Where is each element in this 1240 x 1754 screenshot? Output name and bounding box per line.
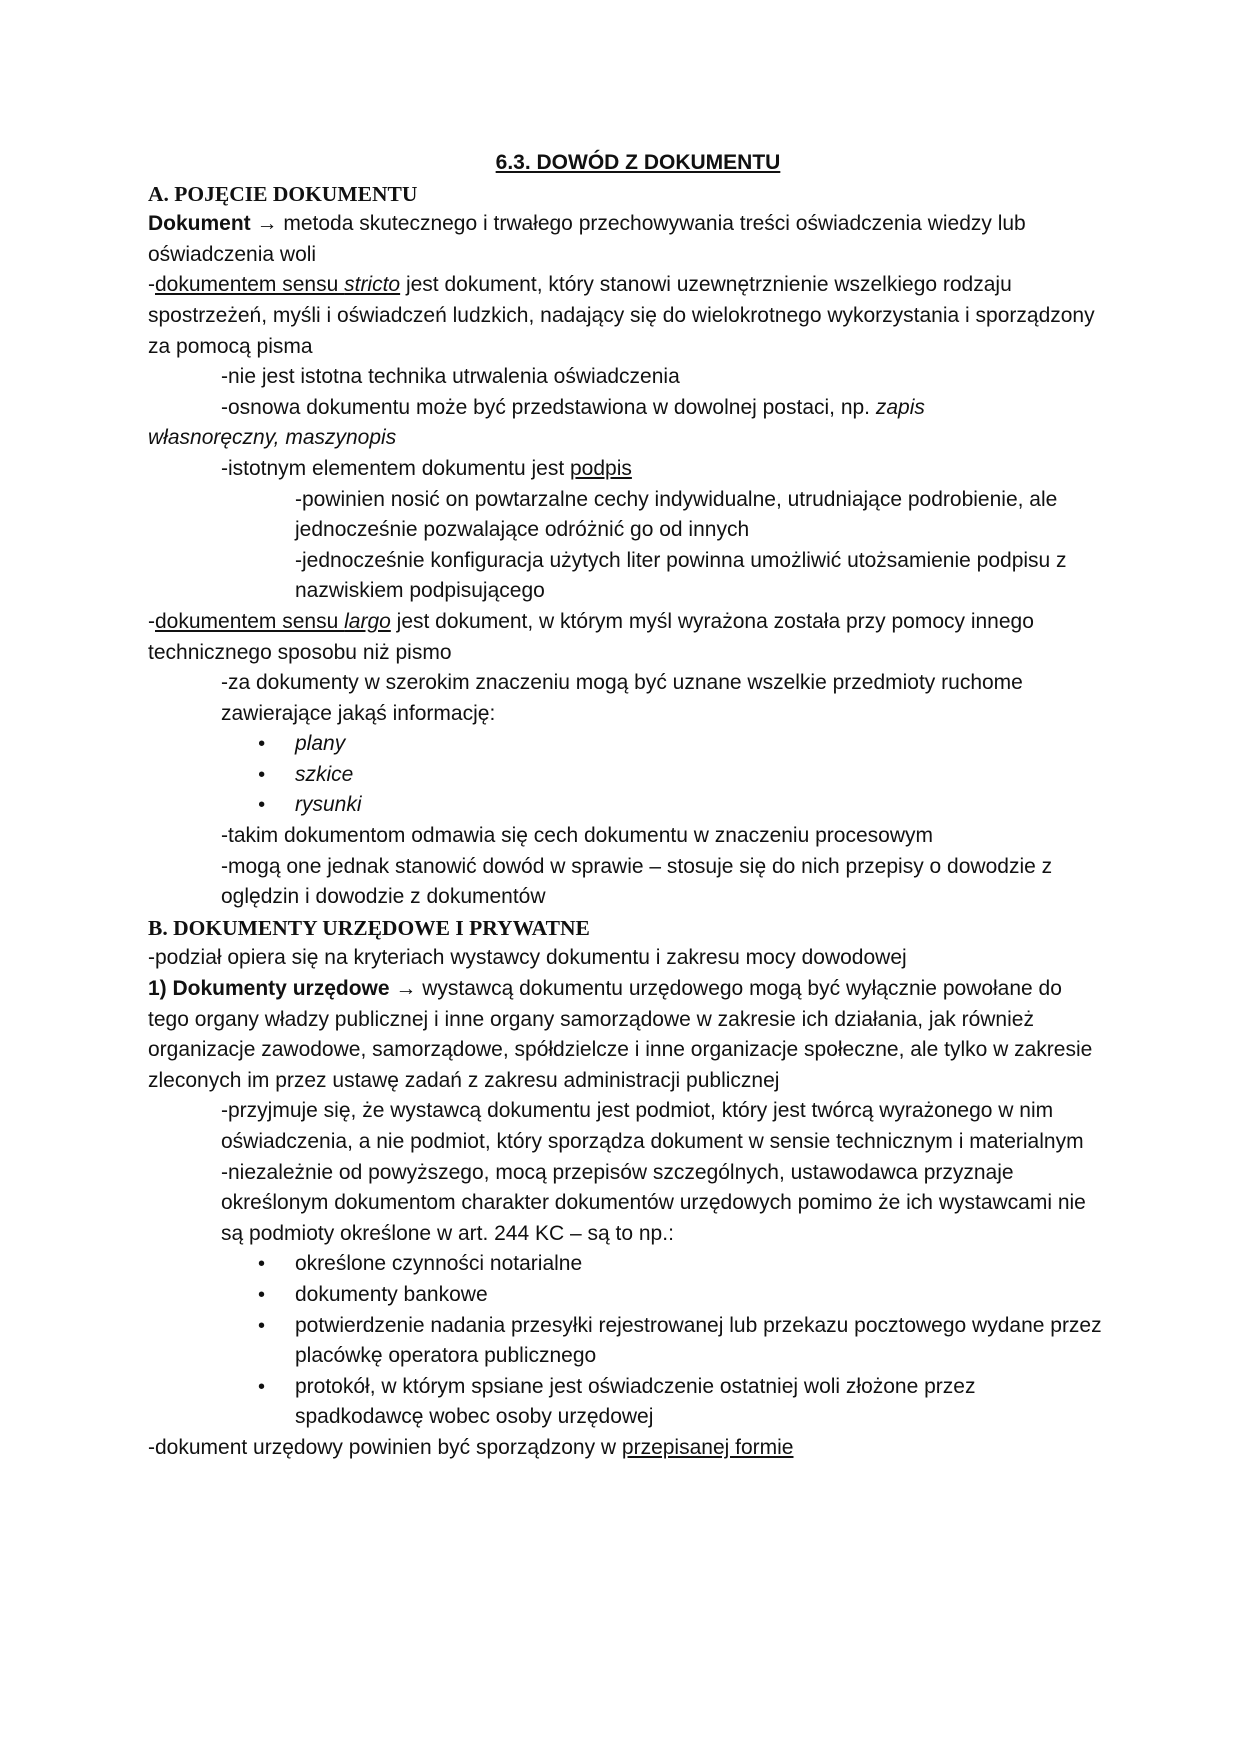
document-page bbox=[148, 148, 1108, 1464]
urzedowe-point-1: -przyjmuje się, że wystawcą dokumentu jest podmiot, który jest twórcą wyrażonego w nim oświadczenia, a nie podmiot, który sporządza dokument w sensie technicznym i materialnym bbox=[221, 1099, 1084, 1153]
stricto-underlined-a: dokumentem sensu bbox=[155, 273, 345, 297]
section-b-heading: B. DOKUMENTY URZĘDOWE I PRYWATNE bbox=[148, 915, 590, 940]
list-item: • potwierdzenie nadania przesyłki rejestrowanej lub przekazu pocztowego wydane przez placówkę operatora publicznego bbox=[295, 1311, 1108, 1372]
urzedowe-paragraph bbox=[148, 974, 1108, 1096]
last-text: -dokument urzędowy powinien być sporządzony w bbox=[148, 1435, 622, 1459]
arrow-icon: → bbox=[395, 977, 417, 1001]
urzedowe-point-2: -niezależnie od powyższego, mocą przepisów szczególnych, ustawodawca przyznaje określonym dokumentom charakter dokumentów urzędowych pomimo że ich wystawcami nie są podmioty określone w art. 244 KC – są to np.: bbox=[221, 1160, 1086, 1245]
stricto-paragraph bbox=[148, 270, 1108, 362]
section-a-heading: A. POJĘCIE DOKUMENTU bbox=[148, 181, 418, 206]
definition-text: metoda skutecznego i trwałego przechowywania treści oświadczenia wiedzy lub oświadczenia woli bbox=[148, 212, 1026, 266]
list-item: • określone czynności notarialne bbox=[295, 1249, 1108, 1280]
section-b-intro: -podział opiera się na kryteriach wystawcy dokumentu i zakresu mocy dowodowej bbox=[148, 946, 907, 970]
stricto-point-2-italic-b: własnoręczny, maszynopis bbox=[148, 426, 397, 450]
stricto-point-2 bbox=[148, 393, 1108, 454]
largo-list bbox=[148, 729, 1108, 821]
urzedowe-text: wystawcą dokumentu urzędowego mogą być wyłącznie powołane do tego organy władzy publicznej i inne organy samorządowe w zakresie ich działania, jak również organizacje zawodowe, samorządowe, spółdzielcze i inne organizacje społeczne, ale tylko w zakresie zleconych im przez ustawę zadań z zakresu administracji publicznej bbox=[148, 977, 1093, 1092]
last-paragraph bbox=[148, 1433, 1108, 1464]
stricto-point-2-text: -osnowa dokumentu może być przedstawiona w dowolnej postaci, np. bbox=[221, 395, 876, 419]
urzedowe-list bbox=[148, 1249, 1108, 1433]
definition-paragraph bbox=[148, 209, 1108, 270]
dash: - bbox=[148, 609, 155, 633]
document-title: 6.3. DOWÓD Z DOKUMENTU bbox=[495, 151, 781, 174]
list-item: • dokumenty bankowe bbox=[295, 1280, 1108, 1311]
bullet-icon: • bbox=[258, 1253, 266, 1276]
largo-point-2: -takim dokumentom odmawia się cech dokumentu w znaczeniu procesowym bbox=[221, 824, 933, 848]
bullet-icon: • bbox=[258, 1283, 266, 1306]
largo-rest: jest dokument, w którym myśl wyrażona została przy pomocy innego technicznego sposobu niż pismo bbox=[148, 609, 1034, 664]
przepisana-forma-underlined: przepisanej formie bbox=[621, 1435, 794, 1459]
stricto-point-1: -nie jest istotna technika utrwalenia oświadczenia bbox=[221, 365, 680, 389]
list-item: • rysunki bbox=[295, 790, 1108, 821]
list-item: • plany bbox=[295, 729, 1108, 760]
bullet-icon: • bbox=[258, 763, 266, 786]
stricto-underlined-b: stricto bbox=[344, 273, 401, 297]
largo-point-1: -za dokumenty w szerokim znaczeniu mogą być uznane wszelkie przedmioty ruchome zawierające jakąś informację: bbox=[221, 671, 1023, 725]
largo-underlined-b: largo bbox=[344, 609, 391, 633]
stricto-rest: jest dokument, który stanowi uzewnętrznienie wszelkiego rodzaju spostrzeżeń, myśli i oświadczeń ludzkich, nadający się do wielokrotnego wykorzystania i sporządzony za pomocą pisma bbox=[148, 273, 1095, 358]
bullet-icon: • bbox=[258, 1375, 266, 1398]
dash: - bbox=[148, 273, 155, 297]
podpis-point-1: -powinien nosić on powtarzalne cechy indywidualne, utrudniające podrobienie, ale jednocześnie pozwalające odróżnić go od innych bbox=[295, 487, 1058, 542]
definition-term: Dokument bbox=[148, 212, 251, 236]
list-item: • szkice bbox=[295, 760, 1108, 791]
stricto-point-3 bbox=[148, 454, 1108, 485]
largo-underlined-a: dokumentem sensu bbox=[155, 609, 345, 633]
bullet-icon: • bbox=[258, 733, 266, 756]
podpis-point-2: -jednocześnie konfiguracja użytych liter powinna umożliwić utożsamienie podpisu z nazwiskiem podpisującego bbox=[295, 548, 1067, 603]
stricto-point-3-text: -istotnym elementem dokumentu jest bbox=[221, 456, 570, 480]
list-item: • protokół, w którym spsiane jest oświadczenie ostatniej woli złożone przez spadkodawcę wobec osoby urzędowej bbox=[295, 1372, 1108, 1433]
podpis-underlined: podpis bbox=[569, 456, 632, 480]
stricto-point-2-italic-a: zapis bbox=[875, 395, 925, 419]
bullet-icon: • bbox=[258, 1314, 266, 1337]
urzedowe-term: 1) Dokumenty urzędowe bbox=[148, 977, 390, 1001]
largo-point-3: -mogą one jednak stanowić dowód w sprawie – stosuje się do nich przepisy o dowodzie z oględzin i dowodzie z dokumentów bbox=[221, 854, 1053, 909]
bullet-icon: • bbox=[258, 794, 266, 817]
largo-paragraph bbox=[148, 607, 1108, 668]
arrow-icon: → bbox=[256, 212, 278, 236]
